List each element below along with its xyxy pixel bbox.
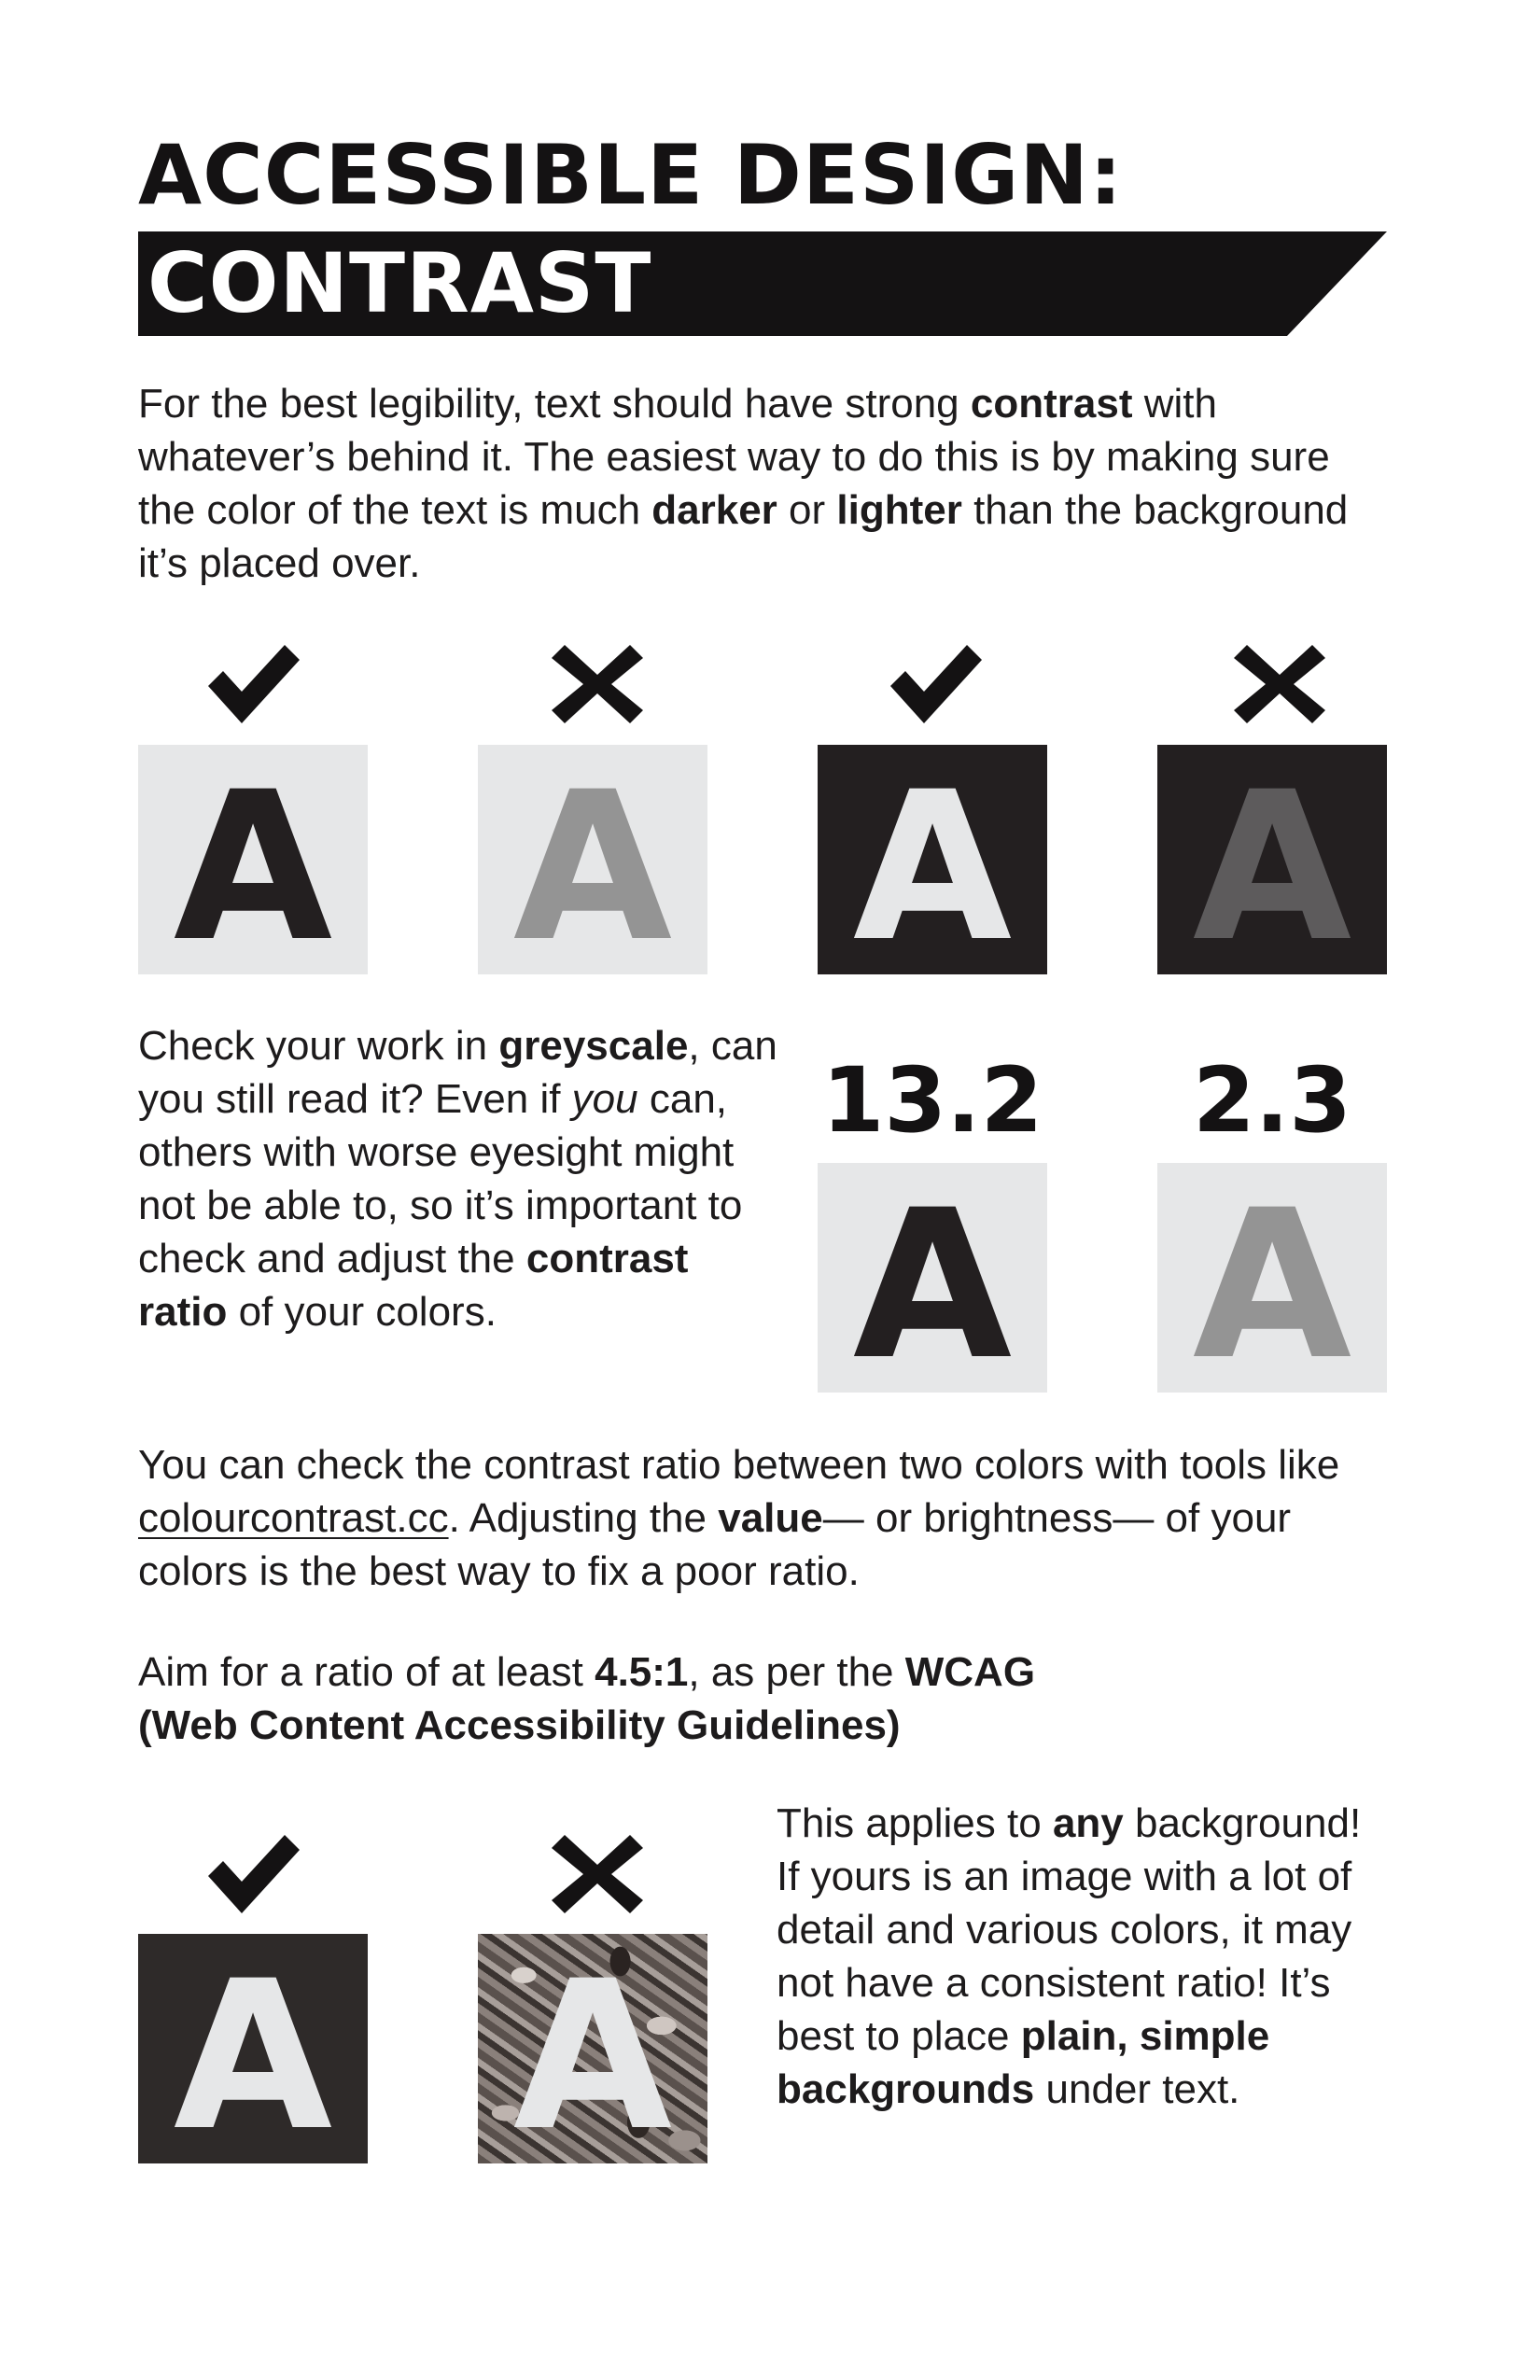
contrast-ratio-value: 2.3 (1192, 1048, 1352, 1153)
check-icon (203, 1829, 305, 1918)
example-tile-plain-background (138, 1934, 368, 2163)
cross-icon (546, 1829, 649, 1918)
example-tile-dark-on-light (138, 745, 368, 974)
wcag-paragraph: Aim for a ratio of at least 4.5:1, as per the WCAG (Web Content Accessibility Guidelines) (138, 1649, 1036, 1748)
sample-letter: A (852, 1166, 1013, 1393)
ratio-tile-high (818, 1163, 1047, 1393)
sample-letter: A (173, 748, 333, 974)
example-tile-light-on-dark (818, 745, 1047, 974)
page-title-line1: ACCESSIBLE DESIGN: (138, 127, 1124, 223)
sample-letter: A (512, 748, 673, 974)
contrast-ratio-value: 13.2 (821, 1048, 1043, 1153)
colourcontrast-link[interactable]: colourcontrast.cc (138, 1495, 449, 1541)
background-note-paragraph: This applies to any background! If yours is an image with a lot of detail and various colors, it may not have a consistent ratio! It’s best to place plain, simple backgrounds under text. (777, 1800, 1362, 2112)
cross-icon (546, 639, 649, 728)
page-title-line2: CONTRAST (147, 235, 652, 331)
check-icon (203, 639, 305, 728)
check-icon (885, 639, 987, 728)
intro-paragraph: For the best legibility, text should have strong contrast with whatever’s behind it. The easiest way to do this is by making sure the color of the text is much darker or lighter than the background it’s placed over. (138, 381, 1349, 586)
sample-letter: A (173, 1937, 333, 2163)
greyscale-paragraph: Check your work in greyscale, can you still read it? Even if you can, others with worse eyesight might not be able to, so it’s important to check and adjust the contrast ratio of your colors. (138, 1023, 777, 1335)
sample-letter: A (852, 748, 1013, 974)
ratio-tile-low (1157, 1163, 1387, 1393)
sample-letter: A (1192, 748, 1352, 974)
cross-icon (1228, 639, 1331, 728)
tools-paragraph: You can check the contrast ratio between two colors with tools like colourcontrast.cc. Adjusting the value— or brightness— of your colors is the best way to fix a poor ratio. (138, 1442, 1340, 1594)
example-tile-photo-background (478, 1934, 707, 2163)
example-tile-grey-on-dark (1157, 745, 1387, 974)
sample-letter: A (512, 1937, 673, 2163)
sample-letter: A (1192, 1166, 1352, 1393)
example-tile-grey-on-light (478, 745, 707, 974)
